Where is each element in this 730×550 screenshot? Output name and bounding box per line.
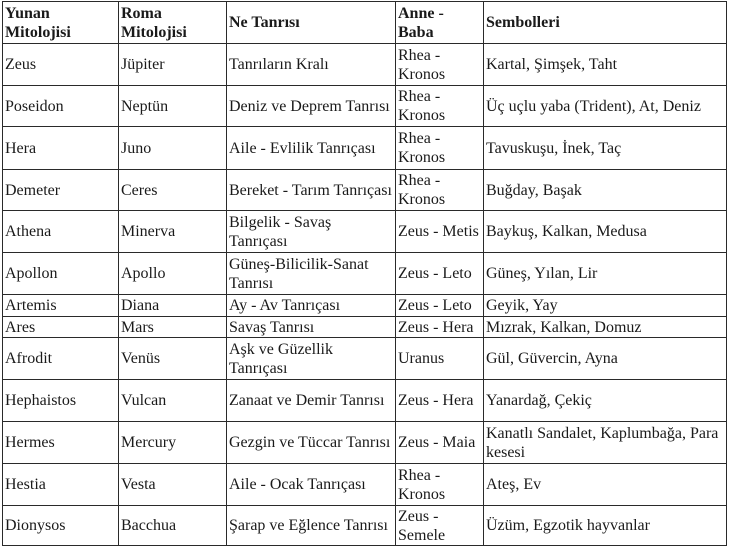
cell-domain: Bilgelik - Savaş Tanrıçası bbox=[227, 211, 396, 253]
header-parents: Anne - Baba bbox=[396, 2, 484, 44]
cell-greek-name: Hermes bbox=[3, 422, 119, 464]
cell-greek-name: Apollon bbox=[3, 253, 119, 295]
cell-parents: Rhea - Kronos bbox=[396, 464, 484, 506]
table-row bbox=[3, 506, 727, 546]
cell-greek-name: Afrodit bbox=[3, 338, 119, 380]
table-row bbox=[3, 380, 727, 422]
cell-domain: Aile - Ocak Tanrıçası bbox=[227, 464, 396, 506]
cell-roman-name: Mercury bbox=[119, 422, 227, 464]
cell-greek-name: Ares bbox=[3, 317, 119, 338]
cell-roman-name: Juno bbox=[119, 127, 227, 170]
cell-domain: Aşk ve Güzellik Tanrıçası bbox=[227, 338, 396, 380]
cell-parents: Zeus - Metis bbox=[396, 211, 484, 253]
cell-symbols: Üzüm, Egzotik hayvanlar bbox=[484, 506, 727, 546]
cell-parents: Rhea - Kronos bbox=[396, 86, 484, 127]
cell-roman-name: Minerva bbox=[119, 211, 227, 253]
cell-greek-name: Hera bbox=[3, 127, 119, 170]
cell-parents: Zeus - Maia bbox=[396, 422, 484, 464]
cell-greek-name: Athena bbox=[3, 211, 119, 253]
cell-parents: Zeus - Hera bbox=[396, 317, 484, 338]
cell-parents: Zeus - Semele bbox=[396, 506, 484, 546]
table-row bbox=[3, 44, 727, 86]
cell-domain: Savaş Tanrısı bbox=[227, 317, 396, 338]
table-body bbox=[3, 44, 727, 546]
cell-greek-name: Zeus bbox=[3, 44, 119, 86]
table-row bbox=[3, 211, 727, 253]
cell-greek-name: Demeter bbox=[3, 170, 119, 211]
header-symbols: Sembolleri bbox=[484, 2, 727, 44]
cell-symbols: Buğday, Başak bbox=[484, 170, 727, 211]
cell-greek-name: Hephaistos bbox=[3, 380, 119, 422]
cell-domain: Aile - Evlilik Tanrıçası bbox=[227, 127, 396, 170]
cell-roman-name: Venüs bbox=[119, 338, 227, 380]
cell-domain: Bereket - Tarım Tanrıçası bbox=[227, 170, 396, 211]
table-row bbox=[3, 170, 727, 211]
cell-domain: Zanaat ve Demir Tanrısı bbox=[227, 380, 396, 422]
table-row bbox=[3, 295, 727, 317]
table-row bbox=[3, 422, 727, 464]
cell-symbols: Gül, Güvercin, Ayna bbox=[484, 338, 727, 380]
table-row bbox=[3, 317, 727, 338]
cell-domain: Deniz ve Deprem Tanrısı bbox=[227, 86, 396, 127]
cell-roman-name: Vesta bbox=[119, 464, 227, 506]
table-header-row bbox=[3, 2, 727, 44]
mythology-table bbox=[2, 1, 727, 546]
table-row bbox=[3, 338, 727, 380]
cell-symbols: Tavuskuşu, İnek, Taç bbox=[484, 127, 727, 170]
cell-parents: Zeus - Hera bbox=[396, 380, 484, 422]
cell-symbols: Yanardağ, Çekiç bbox=[484, 380, 727, 422]
header-roman: Roma Mitolojisi bbox=[119, 2, 227, 44]
header-greek: Yunan Mitolojisi bbox=[3, 2, 119, 44]
table-row bbox=[3, 86, 727, 127]
cell-symbols: Kanatlı Sandalet, Kaplumbağa, Para kesesi bbox=[484, 422, 727, 464]
cell-parents: Uranus bbox=[396, 338, 484, 380]
cell-roman-name: Mars bbox=[119, 317, 227, 338]
cell-symbols: Ateş, Ev bbox=[484, 464, 727, 506]
cell-domain: Gezgin ve Tüccar Tanrısı bbox=[227, 422, 396, 464]
cell-roman-name: Vulcan bbox=[119, 380, 227, 422]
cell-symbols: Güneş, Yılan, Lir bbox=[484, 253, 727, 295]
cell-roman-name: Diana bbox=[119, 295, 227, 317]
cell-parents: Rhea - Kronos bbox=[396, 170, 484, 211]
cell-greek-name: Poseidon bbox=[3, 86, 119, 127]
table-row bbox=[3, 253, 727, 295]
table-row bbox=[3, 464, 727, 506]
cell-domain: Güneş-Bilicilik-Sanat Tanrısı bbox=[227, 253, 396, 295]
cell-domain: Şarap ve Eğlence Tanrısı bbox=[227, 506, 396, 546]
table-row bbox=[3, 127, 727, 170]
cell-greek-name: Dionysos bbox=[3, 506, 119, 546]
cell-symbols: Kartal, Şimşek, Taht bbox=[484, 44, 727, 86]
cell-roman-name: Bacchua bbox=[119, 506, 227, 546]
cell-parents: Rhea - Kronos bbox=[396, 127, 484, 170]
cell-roman-name: Ceres bbox=[119, 170, 227, 211]
cell-domain: Tanrıların Kralı bbox=[227, 44, 396, 86]
cell-symbols: Geyik, Yay bbox=[484, 295, 727, 317]
cell-greek-name: Hestia bbox=[3, 464, 119, 506]
cell-roman-name: Apollo bbox=[119, 253, 227, 295]
cell-symbols: Üç uçlu yaba (Trident), At, Deniz bbox=[484, 86, 727, 127]
cell-roman-name: Neptün bbox=[119, 86, 227, 127]
cell-symbols: Baykuş, Kalkan, Medusa bbox=[484, 211, 727, 253]
cell-domain: Ay - Av Tanrıçası bbox=[227, 295, 396, 317]
cell-parents: Zeus - Leto bbox=[396, 253, 484, 295]
cell-symbols: Mızrak, Kalkan, Domuz bbox=[484, 317, 727, 338]
header-domain: Ne Tanrısı bbox=[227, 2, 396, 44]
cell-greek-name: Artemis bbox=[3, 295, 119, 317]
cell-roman-name: Jüpiter bbox=[119, 44, 227, 86]
cell-parents: Rhea - Kronos bbox=[396, 44, 484, 86]
cell-parents: Zeus - Leto bbox=[396, 295, 484, 317]
